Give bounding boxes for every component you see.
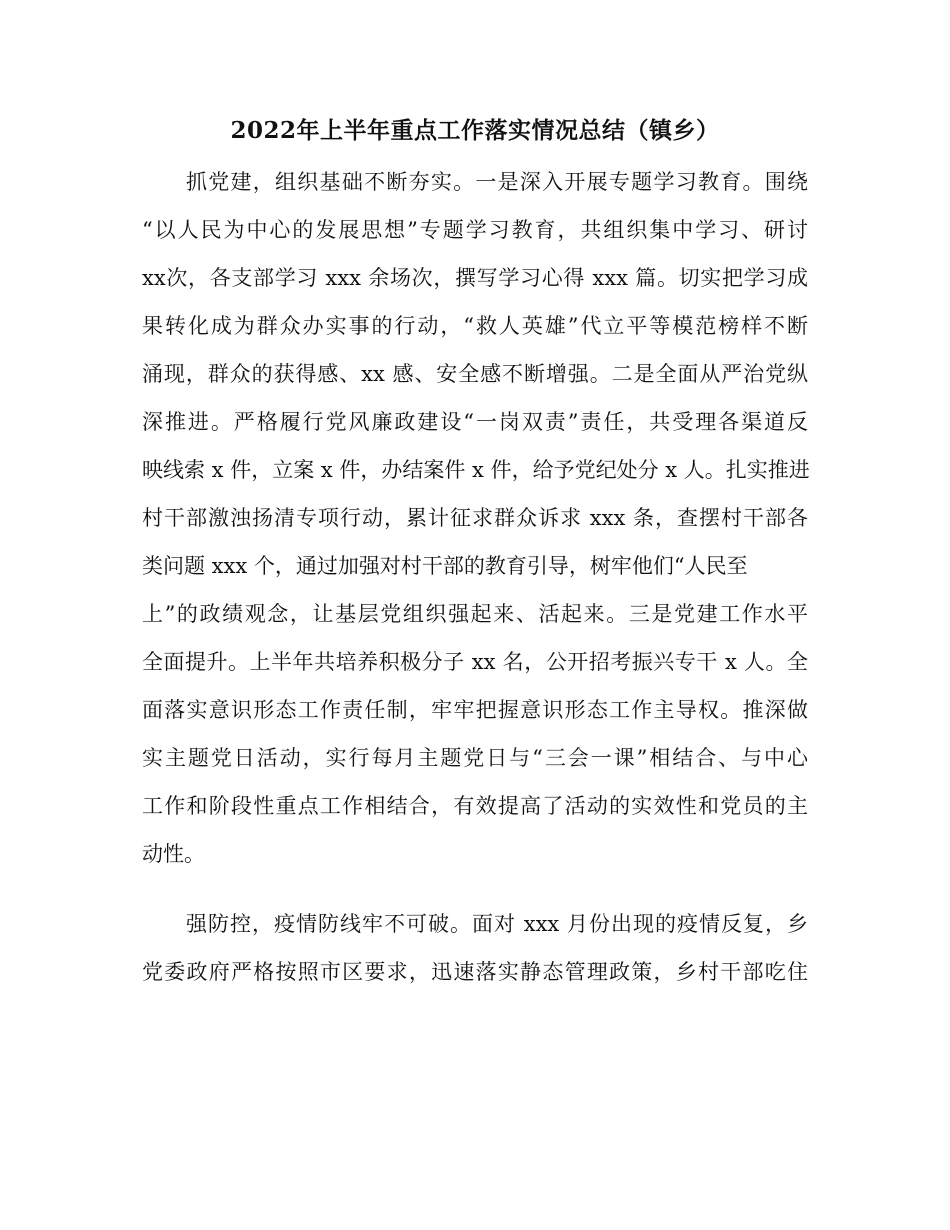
paragraph-1-line: 深推进。严格履行党风廉政建设“一岗双责”责任，共受理各渠道反 — [142, 410, 808, 434]
paragraph-1-line: 面落实意识形态工作责任制，牢牢把握意识形态工作主导权。推深做 — [142, 698, 808, 722]
paragraph-1-line: “以人民为中心的发展思想”专题学习教育，共组织集中学习、研讨 — [142, 218, 808, 242]
paragraph-1-line: 动性。 — [142, 842, 205, 866]
paragraph-1-line: 实主题党日活动，实行每月主题党日与“三会一课”相结合、与中心 — [142, 746, 808, 770]
paragraph-1-line: 映线索 x 件，立案 x 件，办结案件 x 件，给予党纪处分 x 人。扎实推进 — [142, 458, 810, 482]
document-title: 2022年上半年重点工作落实情况总结（镇乡） — [230, 117, 720, 144]
paragraph-1-line: 涌现，群众的获得感、xx 感、安全感不断增强。二是全面从严治党纵 — [142, 362, 808, 386]
paragraph-2-line: 党委政府严格按照市区要求，迅速落实静态管理政策，乡村干部吃住 — [142, 960, 808, 984]
paragraph-1-line: 村干部激浊扬清专项行动，累计征求群众诉求 xxx 条，查摆村干部各 — [142, 506, 808, 530]
paragraph-1-line: 类问题 xxx 个，通过加强对村干部的教育引导，树牢他们“人民至 — [142, 554, 748, 578]
paragraph-1-line: xx次，各支部学习 xxx 余场次，撰写学习心得 xxx 篇。切实把学习成 — [142, 266, 808, 290]
paragraph-1-line: 全面提升。上半年共培养积极分子 xx 名，公开招考振兴专干 x 人。全 — [142, 650, 808, 674]
paragraph-1-line: 果转化成为群众办实事的行动，“救人英雄”代立平等模范榜样不断 — [142, 314, 808, 338]
paragraph-2-line: 强防控，疫情防线牢不可破。面对 xxx 月份出现的疫情反复，乡 — [186, 912, 808, 936]
paragraph-1-line: 工作和阶段性重点工作相结合，有效提高了活动的实效性和党员的主 — [142, 794, 808, 818]
paragraph-1-line: 上”的政绩观念，让基层党组织强起来、活起来。三是党建工作水平 — [142, 602, 808, 626]
paragraph-1-line: 抓党建，组织基础不断夯实。一是深入开展专题学习教育。围绕 — [186, 170, 808, 194]
